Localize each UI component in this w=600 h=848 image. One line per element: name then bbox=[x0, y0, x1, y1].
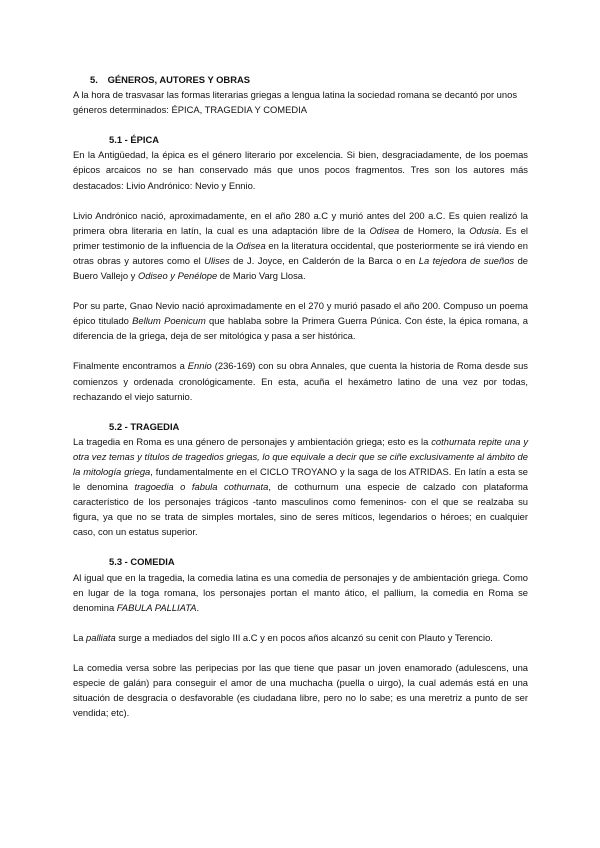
section-number: 5. bbox=[90, 74, 98, 85]
section-intro: A la hora de trasvasar las formas literarias griegas a lengua latina la sociedad romana se decantó por unos géneros determinados: ÉPICA, TRAGEDIA Y COMEDIA bbox=[73, 89, 518, 116]
comedia-heading: 5.3 - COMEDIA bbox=[109, 556, 175, 568]
document-page bbox=[73, 72, 528, 720]
comedia-paragraph-1: Al igual que en la tragedia, la comedia latina es una comedia de personajes y de ambientación griega. Como en lugar de la toga romana, los personajes portan el manto ático, el pallium, la comedia en Roma se denomina FABULA PALLIATA. bbox=[73, 571, 528, 613]
epica-paragraph-1: En la Antigüedad, la épica es el género literario por excelencia. Si bien, desgraciadamente, de los poemas épicos arcaicos no se han conservado más que unos pocos fragmentos. Tres son los autores más destacados: Livio Andrónico: Nevio y Ennio. bbox=[73, 149, 528, 191]
comedia-paragraph-3: La comedia versa sobre las peripecias por las que tiene que pasar un joven enamorado (adulescens, una especie de galán) para conseguir el amor de una muchacha (puella o uirgo), la cual además está en una situación de desgracia o desfavorable (es ciudadana libre, pero no lo sabe; es una meretriz a punto de ser vendida; etc). bbox=[73, 661, 528, 719]
epica-heading: 5.1 - ÉPICA bbox=[109, 134, 160, 146]
epica-paragraph-2: Livio Andrónico nació, aproximadamente, en el año 280 a.C y murió antes del 200 a.C. Es quien realizó la primera obra literaria en latín, la cual es una adaptación libre de la Odisea de Homero, la Odusia. Es el primer testimonio de la influencia de la Odisea en la literatura occidental, que posteriormente se irá viendo en otras obras y autores como el Ulises de J. Joyce, en Calderón de la Barca o en La tejedora de sueños de Buero Vallejo y Odiseo y Penélope de Mario Varg Llosa. bbox=[73, 209, 529, 282]
tragedia-heading: 5.2 - TRAGEDIA bbox=[109, 420, 180, 432]
section-title: GÉNEROS, AUTORES Y OBRAS bbox=[107, 74, 250, 85]
tragedia-paragraph-1: La tragedia en Roma es una género de personajes y ambientación griega; esto es la cothurnata repite una y otra vez temas y títulos de tragedios griegas, lo que equivale a decir que se ciñe exclusivamente al ámbito de la mitología griega, fundamentalmente en el CICLO TROYANO y la saga de los ATRIDAS. En latín a esta se le denomina tragoedia o fabula cothurnata, de cothurnum una especie de calzado con plataforma característico de los personajes trágicos -tanto masculinos como femeninos- con el que se realzaba su figura, ya que no se trata de simples mortales, sino de seres míticos, legendarios o héroes; en cualquier caso, con un estatus superior. bbox=[73, 435, 529, 538]
epica-paragraph-4: Finalmente encontramos a Ennio (236-169) con su obra Annales, que cuenta la historia de Roma desde sus comienzos y ordenada cronológicamente. En esta, acuña el hexámetro latino de una vez por todas, rechazando el viejo saturnio. bbox=[73, 360, 528, 402]
section-heading bbox=[90, 72, 528, 87]
comedia-paragraph-2: La palliata surge a mediados del siglo III a.C y en pocos años alcanzó su cenit con Plauto y Terencio. bbox=[73, 631, 493, 643]
epica-paragraph-3: Por su parte, Gnao Nevio nació aproximadamente en el 270 y murió pasado el año 200. Compuso un poema épico titulado Bellum Poenicum que hablaba sobre la Primera Guerra Púnica. Con éste, la épica romana, a diferencia de la griega, deja de ser mitológica y pasa a ser histórica. bbox=[73, 300, 528, 342]
